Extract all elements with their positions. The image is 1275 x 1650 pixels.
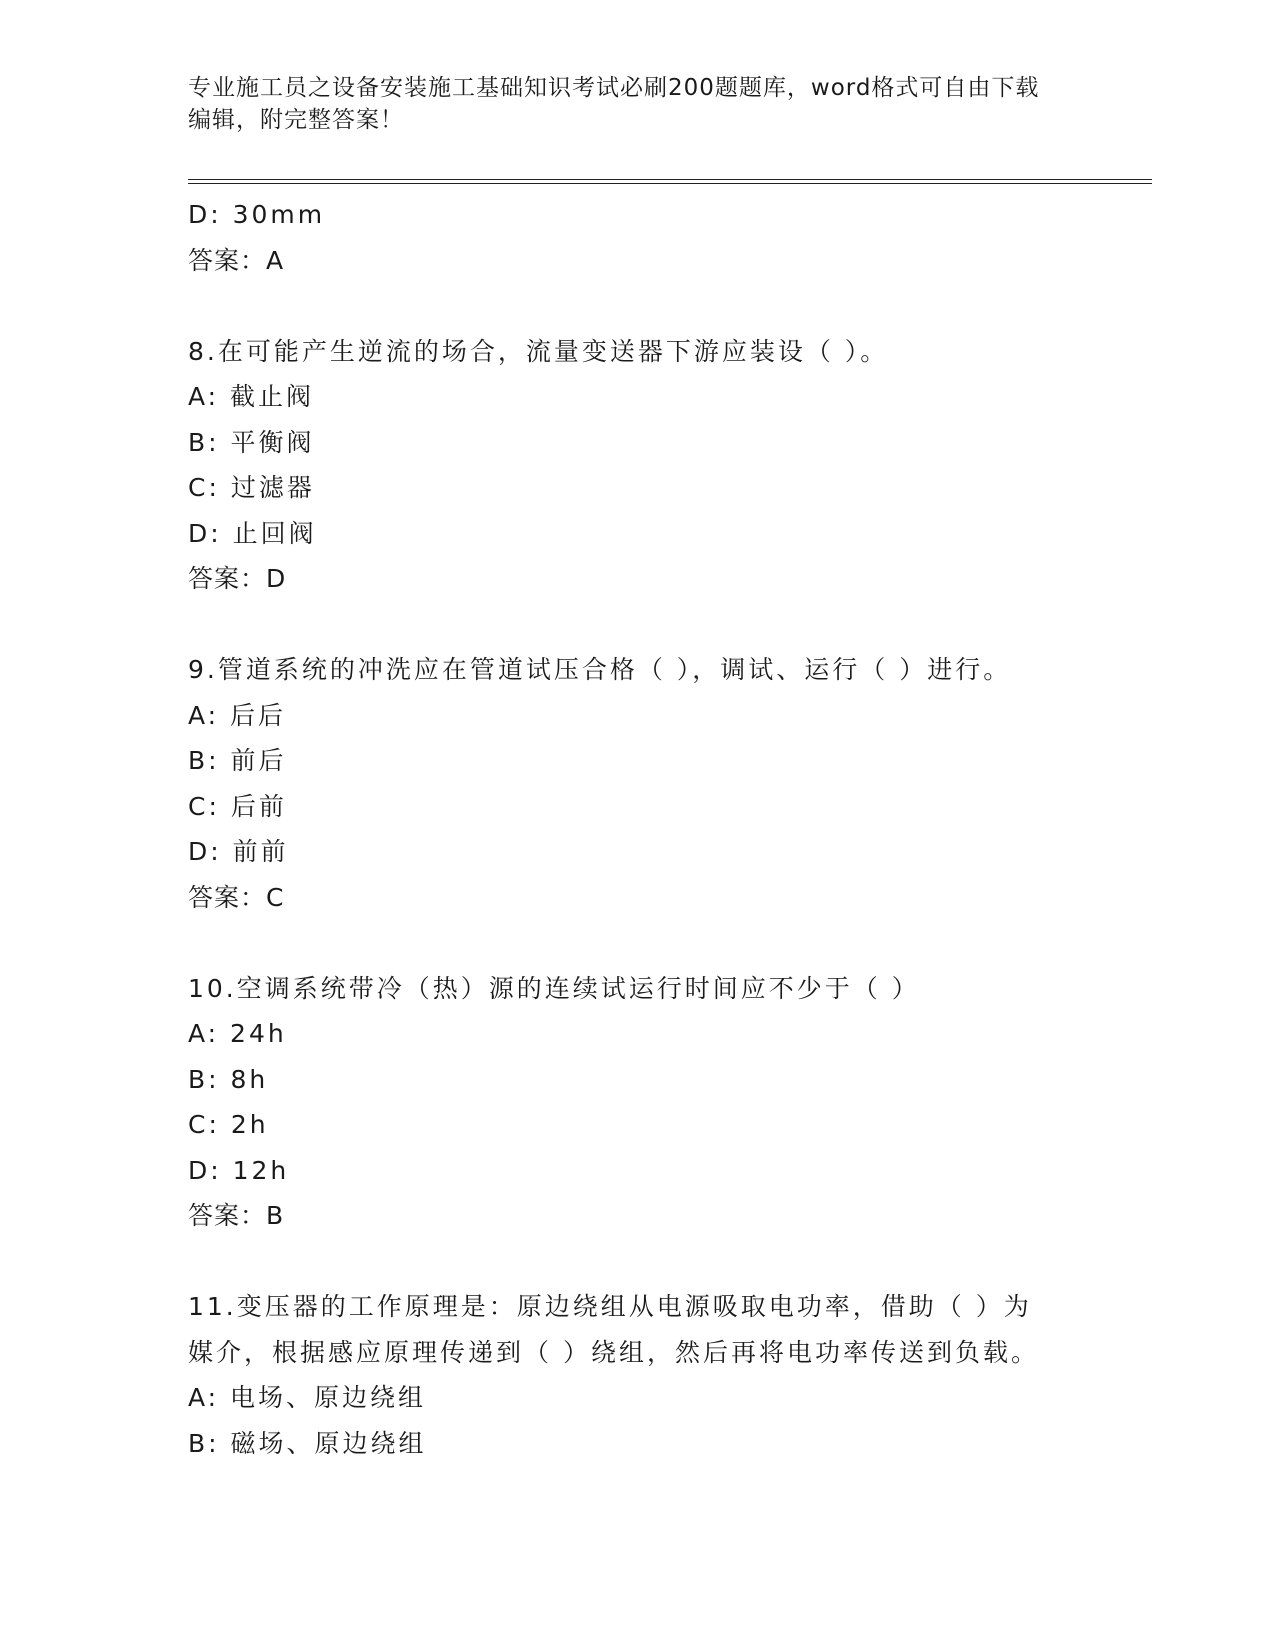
question-spacer	[188, 920, 1088, 966]
header-title-line-1: 专业施工员之设备安装施工基础知识考试必刷200题题库，word格式可自由下载	[188, 75, 1040, 101]
answer-line: 答案：D	[188, 564, 287, 593]
option-c: C: 后前	[188, 791, 287, 821]
header-divider-bottom	[188, 183, 1152, 184]
question-list	[188, 192, 1088, 1466]
header-divider-top	[188, 179, 1152, 180]
question-10	[188, 966, 1088, 1239]
option-b: B: 磁场、原边绕组	[188, 1428, 427, 1458]
question-spacer	[188, 1239, 1088, 1285]
option-c: C: 2h	[188, 1110, 269, 1139]
option-d: D: 止回阀	[188, 518, 317, 548]
answer-line: 答案：A	[188, 245, 285, 275]
option-d: D: 12h	[188, 1155, 290, 1185]
header-title-line-2: 编辑，附完整答案！	[188, 107, 404, 133]
option-a: A: 电场、原边绕组	[188, 1383, 427, 1412]
question-9	[188, 647, 1088, 920]
question-stem-line-1: 11.变压器的工作原理是：原边绕组从电源吸取电功率，借助（ ）为	[188, 1292, 1032, 1321]
question-11	[188, 1284, 1088, 1466]
document-header	[188, 72, 1088, 136]
answer-line: 答案：C	[188, 882, 285, 912]
question-spacer	[188, 602, 1088, 648]
answer-line: 答案：B	[188, 1201, 285, 1230]
option-a: A: 24h	[188, 1019, 287, 1048]
option-b: B: 8h	[188, 1064, 269, 1094]
option-b: B: 前后	[188, 746, 287, 775]
option-a: A: 后后	[188, 700, 287, 730]
option-a: A: 截止阀	[188, 382, 315, 411]
option-d: D: 前前	[188, 837, 289, 866]
question-stem-line-2: 媒介，根据感应原理传递到（ ）绕组，然后再将电功率传送到负载。	[188, 1337, 1039, 1367]
question-stem: 10.空调系统带冷（热）源的连续试运行时间应不少于（ ）	[188, 973, 920, 1003]
question-stem: 9.管道系统的冲洗应在管道试压合格（ ），调试、运行（ ）进行。	[188, 655, 1012, 684]
question-stem: 8.在可能产生逆流的场合，流量变送器下游应装设（ ）。	[188, 336, 889, 366]
option-d: D: 30mm	[188, 200, 326, 229]
question-spacer	[188, 283, 1088, 329]
option-b: B: 平衡阀	[188, 427, 315, 457]
option-c: C: 过滤器	[188, 473, 315, 502]
question-8	[188, 329, 1088, 602]
